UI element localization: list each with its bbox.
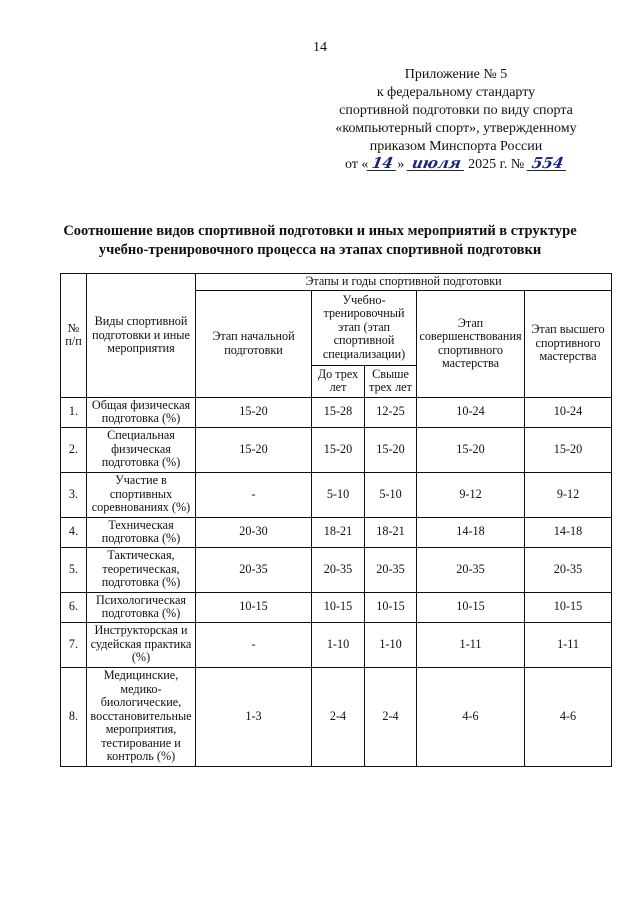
appendix-line: Приложение № 5 <box>404 67 508 82</box>
cell-improvement: 10-24 <box>417 397 525 427</box>
cell-higher: 14-18 <box>525 517 612 547</box>
cell-initial: 15-20 <box>196 427 312 472</box>
cell-training-up-to-3: 10-15 <box>312 592 365 622</box>
cell-training-over-3: 18-21 <box>365 517 417 547</box>
page-number: 14 <box>313 40 327 55</box>
appendix-line: приказом Минспорта России <box>369 139 543 154</box>
appendix-line: «компьютерный спорт», утвержденному <box>335 121 577 136</box>
cell-improvement: 9-12 <box>417 472 525 517</box>
header-training-over-3: Свыше трех лет <box>365 365 417 397</box>
header-training-up-to-3: До трех лет <box>312 365 365 397</box>
date-prefix: от « <box>344 157 369 172</box>
cell-training-over-3: 1-10 <box>365 622 417 667</box>
header-stage-improvement: Этап совершенствования спортивного мастерства <box>417 290 525 397</box>
handwritten-month: июля <box>406 156 466 171</box>
appendix-line: спортивной подготовки по виду спорта <box>339 103 573 118</box>
cell-training-up-to-3: 20-35 <box>312 547 365 592</box>
row-number: 6. <box>61 592 87 622</box>
cell-initial: 20-35 <box>196 547 312 592</box>
training-ratio-table <box>60 273 612 767</box>
handwritten-day: 14 <box>367 156 399 171</box>
header-kind: Виды спортивной подготовки и иные мероприятия <box>87 274 196 398</box>
row-kind: Тактическая, теоретическая, подготовка (%) <box>87 547 196 592</box>
header-stages-group: Этапы и годы спортивной подготовки <box>196 274 612 291</box>
row-kind: Техническая подготовка (%) <box>87 517 196 547</box>
cell-improvement: 20-35 <box>417 547 525 592</box>
cell-training-over-3: 12-25 <box>365 397 417 427</box>
cell-higher: 10-24 <box>525 397 612 427</box>
cell-higher: 10-15 <box>525 592 612 622</box>
cell-improvement: 14-18 <box>417 517 525 547</box>
cell-training-up-to-3: 5-10 <box>312 472 365 517</box>
row-number: 5. <box>61 547 87 592</box>
cell-initial: 20-30 <box>196 517 312 547</box>
row-kind: Специальная физическая подготовка (%) <box>87 427 196 472</box>
header-stage-initial: Этап начальной подготовки <box>196 290 312 397</box>
cell-training-up-to-3: 2-4 <box>312 667 365 766</box>
date-day-close: » <box>397 157 405 172</box>
handwritten-order-number: 554 <box>526 156 568 171</box>
title-line: Соотношение видов спортивной подготовки и иных мероприятий в структуре <box>63 223 577 239</box>
row-kind: Психологическая подготовка (%) <box>87 592 196 622</box>
cell-training-over-3: 2-4 <box>365 667 417 766</box>
order-date-line <box>306 156 606 174</box>
header-number: № п/п <box>61 274 87 398</box>
cell-training-over-3: 5-10 <box>365 472 417 517</box>
cell-higher: 20-35 <box>525 547 612 592</box>
appendix-line: к федеральному стандарту <box>376 85 536 100</box>
appendix-header <box>306 66 606 174</box>
cell-training-up-to-3: 18-21 <box>312 517 365 547</box>
table-row <box>61 547 612 592</box>
table-row <box>61 622 612 667</box>
row-kind: Инструкторская и судейская практика (%) <box>87 622 196 667</box>
row-number: 1. <box>61 397 87 427</box>
cell-training-up-to-3: 15-28 <box>312 397 365 427</box>
row-kind: Медицинские, медико-биологические, восстановительные мероприятия, тестирование и контроль (%) <box>87 667 196 766</box>
row-number: 7. <box>61 622 87 667</box>
date-year-text: 2025 г. № <box>468 157 525 172</box>
table-row <box>61 517 612 547</box>
cell-initial: 15-20 <box>196 397 312 427</box>
cell-improvement: 10-15 <box>417 592 525 622</box>
cell-initial: - <box>196 472 312 517</box>
cell-higher: 1-11 <box>525 622 612 667</box>
row-kind: Общая физическая подготовка (%) <box>87 397 196 427</box>
cell-training-over-3: 15-20 <box>365 427 417 472</box>
cell-training-over-3: 10-15 <box>365 592 417 622</box>
cell-improvement: 15-20 <box>417 427 525 472</box>
row-number: 4. <box>61 517 87 547</box>
cell-improvement: 4-6 <box>417 667 525 766</box>
cell-initial: - <box>196 622 312 667</box>
cell-initial: 1-3 <box>196 667 312 766</box>
cell-initial: 10-15 <box>196 592 312 622</box>
table-row <box>61 397 612 427</box>
header-stage-higher: Этап высшего спортивного мастерства <box>525 290 612 397</box>
cell-training-up-to-3: 15-20 <box>312 427 365 472</box>
table-row <box>61 472 612 517</box>
cell-improvement: 1-11 <box>417 622 525 667</box>
cell-training-up-to-3: 1-10 <box>312 622 365 667</box>
row-kind: Участие в спортивных соревнованиях (%) <box>87 472 196 517</box>
cell-training-over-3: 20-35 <box>365 547 417 592</box>
cell-higher: 9-12 <box>525 472 612 517</box>
title-line: учебно-тренировочного процесса на этапах спортивной подготовки <box>98 242 542 258</box>
row-number: 2. <box>61 427 87 472</box>
table-row <box>61 427 612 472</box>
table-row <box>61 592 612 622</box>
row-number: 3. <box>61 472 87 517</box>
row-number: 8. <box>61 667 87 766</box>
cell-higher: 15-20 <box>525 427 612 472</box>
document-title <box>20 222 620 260</box>
header-stage-training: Учебно-тренировочный этап (этап спортивной специализации) <box>312 290 417 365</box>
table-row <box>61 667 612 766</box>
cell-higher: 4-6 <box>525 667 612 766</box>
